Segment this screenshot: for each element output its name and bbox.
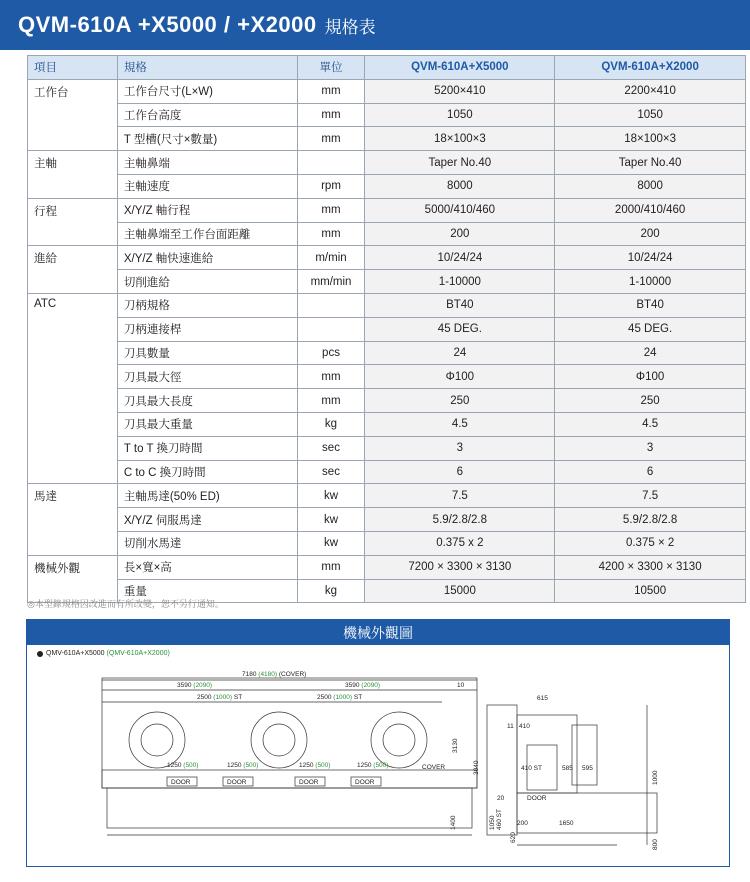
header-unit: 單位	[297, 56, 365, 80]
table-row	[28, 79, 746, 103]
table-row	[28, 222, 746, 246]
dim-620: 620	[510, 832, 517, 843]
door-label-1: DOOR	[171, 779, 191, 786]
dim-h3130: 3130	[452, 738, 459, 753]
header-model-x5000: QVM-610A+X5000	[365, 56, 555, 80]
spec-unit: mm	[297, 222, 365, 246]
spec-value-x2000: 3	[555, 436, 746, 460]
page-title: QVM-610A +X5000 / +X2000	[18, 12, 317, 37]
spec-value-x2000: 0.375 × 2	[555, 531, 746, 555]
spec-value-x5000: Φ100	[365, 365, 555, 389]
header-group: 項目	[28, 56, 118, 80]
dim-overall-alt: (4180)	[258, 671, 278, 678]
table-body	[28, 79, 746, 603]
spec-item: 刀具數量	[117, 341, 297, 365]
spec-value-x5000: 6	[365, 460, 555, 484]
table-row	[28, 460, 746, 484]
spec-item: 刀柄規格	[117, 293, 297, 317]
spec-value-x5000: 0.375 x 2	[365, 531, 555, 555]
dim-h3040: 3040	[473, 760, 480, 775]
table-row	[28, 127, 746, 151]
drawing-title: 機械外觀圖	[27, 620, 729, 645]
svg-text:1250 (500)	[299, 762, 330, 769]
spec-item: X/Y/Z 伺服馬達	[117, 508, 297, 532]
spec-unit: mm	[297, 198, 365, 222]
machine-drawing-panel	[26, 619, 730, 867]
dim-11: 11	[507, 723, 514, 730]
spec-item: 刀柄連接桿	[117, 317, 297, 341]
header-model-x2000: QVM-610A+X2000	[555, 56, 746, 80]
dim-st2-label: ST	[353, 694, 363, 701]
spec-item: 工作台高度	[117, 103, 297, 127]
spec-value-x2000: 10500	[555, 579, 746, 603]
svg-text:1250 (500)	[227, 762, 258, 769]
dim-left-len-alt: (2090)	[193, 682, 213, 689]
svg-text:1250 (500)	[357, 762, 388, 769]
table-row	[28, 412, 746, 436]
spec-value-x2000: 18×100×3	[555, 127, 746, 151]
spec-value-x5000: 8000	[365, 174, 555, 198]
dim-200: 200	[517, 820, 528, 827]
spec-value-x5000: 5000/410/460	[365, 198, 555, 222]
spec-item: 主軸鼻端至工作台面距離	[117, 222, 297, 246]
group-label: ATC	[28, 293, 118, 483]
spec-value-x5000: 250	[365, 389, 555, 413]
table-row	[28, 317, 746, 341]
spec-unit: mm	[297, 555, 365, 579]
table-base	[107, 788, 472, 828]
dim-right-len-alt: (2090)	[361, 682, 381, 689]
fixture-inner-2	[263, 724, 295, 756]
spec-value-x5000: 4.5	[365, 412, 555, 436]
group-label: 主軸	[28, 151, 118, 199]
spec-item: 主軸速度	[117, 174, 297, 198]
table-row	[28, 246, 746, 270]
spec-value-x2000: 200	[555, 222, 746, 246]
dim-seg4-alt: (500)	[373, 762, 389, 769]
spec-unit: kg	[297, 579, 365, 603]
svg-text:3590 (2090)	[345, 682, 380, 689]
table-row	[28, 270, 746, 294]
table-row	[28, 436, 746, 460]
dim-seg1-alt: (500)	[183, 762, 199, 769]
spec-unit	[297, 293, 365, 317]
group-label: 進給	[28, 246, 118, 294]
footnote: ◎本型錄規格因改進而有所改變，恕不另行通知。	[27, 599, 224, 609]
dim-seg1: 1250	[167, 762, 182, 769]
table-row	[28, 198, 746, 222]
page-subtitle: 規格表	[324, 17, 376, 37]
spec-value-x5000: 1-10000	[365, 270, 555, 294]
spec-value-x2000: 5.9/2.8/2.8	[555, 508, 746, 532]
spec-unit: m/min	[297, 246, 365, 270]
door-label-4: DOOR	[355, 779, 375, 786]
dim-410st: 410 ST	[521, 765, 542, 772]
svg-text:2500 (1000) ST	[317, 694, 362, 701]
table-top-rail	[102, 770, 477, 788]
svg-text:3590 (2090)	[177, 682, 212, 689]
spec-unit: kw	[297, 484, 365, 508]
svg-text:2500 (1000) ST	[197, 694, 242, 701]
header-item: 規格	[117, 56, 297, 80]
spec-value-x2000: 4200 × 3300 × 3130	[555, 555, 746, 579]
table-row	[28, 531, 746, 555]
door-label-5: DOOR	[527, 795, 547, 802]
dim-1000: 1000	[652, 770, 659, 785]
dim-left-len: 3590	[177, 682, 192, 689]
spec-item: X/Y/Z 軸行程	[117, 198, 297, 222]
legend-main: QMV-610A+X5000	[46, 650, 105, 657]
dim-460st: 460 ST	[496, 809, 503, 830]
dim-585: 585	[562, 765, 573, 772]
svg-text:1250 (500)	[167, 762, 198, 769]
table-row	[28, 293, 746, 317]
legend-alt: (QMV-610A+X2000)	[106, 650, 170, 657]
dim-h1400: 1400	[450, 815, 457, 830]
dim-615: 615	[537, 695, 548, 702]
spec-value-x2000: 24	[555, 341, 746, 365]
dim-seg2-alt: (500)	[243, 762, 259, 769]
door-label-2: DOOR	[227, 779, 247, 786]
spec-value-x2000: 2000/410/460	[555, 198, 746, 222]
spec-unit	[297, 317, 365, 341]
spec-item: 切削進給	[117, 270, 297, 294]
spec-item: 長×寬×高	[117, 555, 297, 579]
dim-seg2: 1250	[227, 762, 242, 769]
spec-value-x2000: 1-10000	[555, 270, 746, 294]
spec-item: 工作台尺寸(L×W)	[117, 79, 297, 103]
spec-value-x2000: 8000	[555, 174, 746, 198]
table-header-row	[28, 56, 746, 80]
spec-item: C to C 換刀時間	[117, 460, 297, 484]
spec-unit: mm	[297, 103, 365, 127]
dim-410: 410	[519, 723, 530, 730]
dim-st1-alt: (1000)	[213, 694, 233, 701]
table-row	[28, 365, 746, 389]
spec-unit: mm	[297, 127, 365, 151]
dim-595: 595	[582, 765, 593, 772]
dim-overall-suffix: (COVER)	[278, 671, 307, 678]
fixture-inner-3	[383, 724, 415, 756]
spec-unit: mm/min	[297, 270, 365, 294]
cover-label: COVER	[422, 764, 446, 771]
spec-unit: sec	[297, 436, 365, 460]
spec-value-x5000: BT40	[365, 293, 555, 317]
spec-value-x5000: Taper No.40	[365, 151, 555, 175]
table-row	[28, 103, 746, 127]
table-row	[28, 151, 746, 175]
table-row	[28, 555, 746, 579]
spec-item: 主軸鼻端	[117, 151, 297, 175]
spec-item: 主軸馬達(50% ED)	[117, 484, 297, 508]
spec-value-x5000: 3	[365, 436, 555, 460]
spec-unit: mm	[297, 389, 365, 413]
spec-value-x2000: Taper No.40	[555, 151, 746, 175]
spec-item: 刀具最大徑	[117, 365, 297, 389]
group-label: 馬達	[28, 484, 118, 555]
spec-value-x2000: 6	[555, 460, 746, 484]
table-row	[28, 508, 746, 532]
spec-value-x2000: 7.5	[555, 484, 746, 508]
spec-value-x2000: 250	[555, 389, 746, 413]
atc-magazine	[572, 725, 597, 785]
door-label-3: DOOR	[299, 779, 319, 786]
dim-st1-label: ST	[233, 694, 243, 701]
group-label: 機械外觀	[28, 555, 118, 603]
spec-value-x5000: 7.5	[365, 484, 555, 508]
spec-unit: kg	[297, 412, 365, 436]
spec-item: 刀具最大重量	[117, 412, 297, 436]
spec-unit: mm	[297, 365, 365, 389]
spec-unit: pcs	[297, 341, 365, 365]
spec-item: 重量	[117, 579, 297, 603]
spec-value-x5000: 1050	[365, 103, 555, 127]
dim-800: 800	[652, 839, 659, 850]
spec-value-x2000: 2200×410	[555, 79, 746, 103]
spec-value-x5000: 200	[365, 222, 555, 246]
table-row	[28, 389, 746, 413]
spec-unit: mm	[297, 79, 365, 103]
spec-unit: sec	[297, 460, 365, 484]
svg-text:7180 (4180) (COVER)	[242, 671, 306, 678]
spec-value-x5000: 5.9/2.8/2.8	[365, 508, 555, 532]
spec-item: T to T 換刀時間	[117, 436, 297, 460]
dim-seg3-alt: (500)	[315, 762, 331, 769]
fixture-inner-1	[141, 724, 173, 756]
dim-20: 20	[497, 795, 505, 802]
spec-unit	[297, 151, 365, 175]
spec-value-x2000: 1050	[555, 103, 746, 127]
spec-item: 刀具最大長度	[117, 389, 297, 413]
spec-value-x5000: 18×100×3	[365, 127, 555, 151]
spec-value-x5000: 45 DEG.	[365, 317, 555, 341]
table-row	[28, 174, 746, 198]
table-outline	[102, 678, 477, 788]
spec-value-x2000: 10/24/24	[555, 246, 746, 270]
spec-value-x5000: 15000	[365, 579, 555, 603]
spec-value-x5000: 10/24/24	[365, 246, 555, 270]
fixture-circle-2	[251, 712, 307, 768]
spec-item: X/Y/Z 軸快速進給	[117, 246, 297, 270]
spec-item: 切削水馬達	[117, 531, 297, 555]
spec-value-x5000: 7200 × 3300 × 3130	[365, 555, 555, 579]
spec-value-x2000: Φ100	[555, 365, 746, 389]
dim-st2-alt: (1000)	[333, 694, 353, 701]
dim-st2: 2500	[317, 694, 332, 701]
dim-ten: 10	[457, 682, 465, 689]
spec-value-x2000: BT40	[555, 293, 746, 317]
group-label: 行程	[28, 198, 118, 246]
spec-unit: kw	[297, 531, 365, 555]
spec-unit: rpm	[297, 174, 365, 198]
spec-value-x5000: 5200×410	[365, 79, 555, 103]
table-row	[28, 341, 746, 365]
machine-outline-drawing	[27, 645, 731, 867]
dim-right-len: 3590	[345, 682, 360, 689]
group-label: 工作台	[28, 79, 118, 150]
fixture-circle-1	[129, 712, 185, 768]
spec-table	[27, 55, 746, 603]
spec-value-x2000: 45 DEG.	[555, 317, 746, 341]
dim-st1: 2500	[197, 694, 212, 701]
spec-unit: kw	[297, 508, 365, 532]
dim-overall-label: 7180	[242, 671, 257, 678]
dim-1650: 1650	[559, 820, 574, 827]
table-row	[28, 484, 746, 508]
dim-seg4: 1250	[357, 762, 372, 769]
dim-h1050: 1050	[489, 815, 496, 830]
title-bar	[0, 0, 750, 50]
dim-seg3: 1250	[299, 762, 314, 769]
spec-item: T 型槽(尺寸×數量)	[117, 127, 297, 151]
spec-value-x5000: 24	[365, 341, 555, 365]
spec-value-x2000: 4.5	[555, 412, 746, 436]
fixture-circle-3	[371, 712, 427, 768]
